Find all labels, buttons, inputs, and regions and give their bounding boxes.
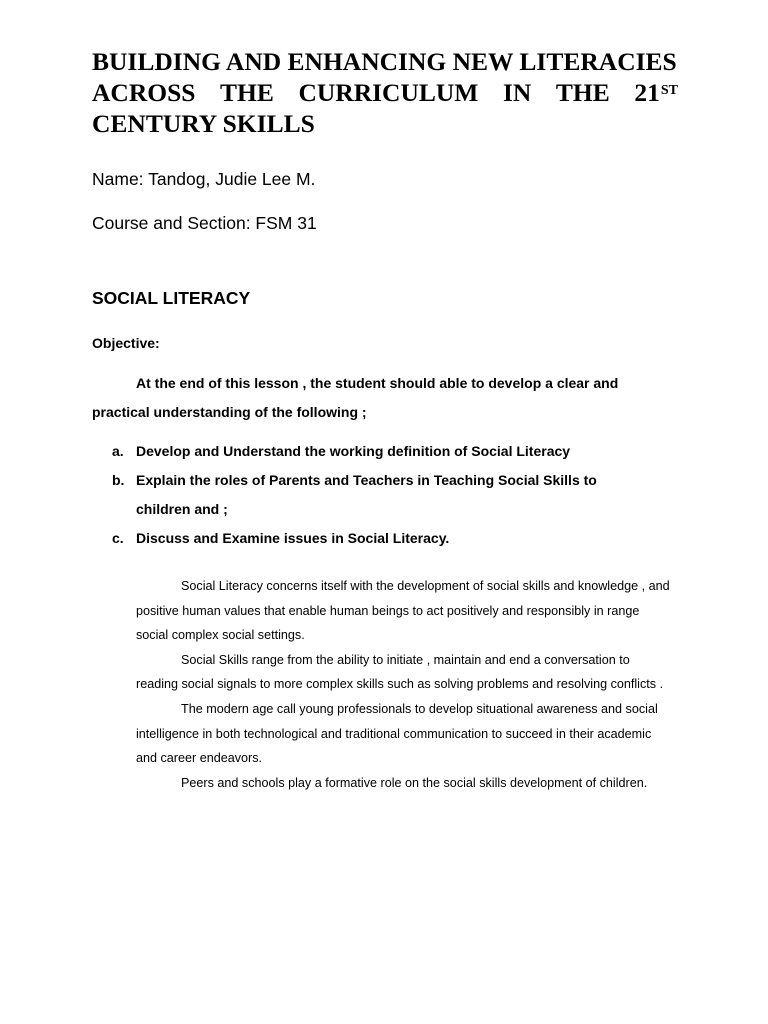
body-paragraph: The modern age call young professionals to develop situational awareness and social intelligence in both technological and traditional communication to succeed in their academic and career endeavors. [136, 701, 658, 766]
document-title [92, 46, 678, 139]
objective-marker: c. [112, 530, 124, 546]
objective-text: Explain the roles of Parents and Teachers in Teaching Social Skills to children and ; [136, 472, 597, 517]
title-word: ACROSS [92, 78, 196, 107]
objective-item [112, 466, 652, 524]
title-word: CURRICULUM [298, 78, 479, 107]
objective-marker: a. [112, 443, 124, 459]
objective-text: Discuss and Examine issues in Social Literacy. [136, 530, 450, 546]
body-text [136, 574, 672, 795]
body-paragraph: Social Literacy concerns itself with the development of social skills and knowledge , and positive human values that enable human beings to act positively and responsibly in range social complex social settings. [136, 579, 670, 643]
title-century-number [634, 77, 678, 108]
title-word: THE [220, 78, 274, 107]
section-heading: SOCIAL LITERACY [92, 288, 251, 308]
title-number: 21 [634, 78, 660, 107]
title-line-3: CENTURY SKILLS [92, 109, 315, 138]
objective-intro [92, 369, 672, 427]
student-name: Name: Tandog, Judie Lee M. [92, 169, 316, 189]
title-line-1: BUILDING AND ENHANCING NEW LITERACIES [92, 47, 677, 76]
objective-label: Objective: [92, 335, 160, 351]
body-paragraph: Social Skills range from the ability to initiate , maintain and end a conversation to reading social signals to more complex skills such as solving problems and resolving conflicts . [136, 652, 664, 692]
title-line-2 [92, 77, 678, 108]
title-superscript: ST [660, 83, 678, 98]
title-word: IN [502, 78, 532, 107]
objective-text: Develop and Understand the working definition of Social Literacy [136, 443, 571, 459]
objective-marker: b. [112, 472, 125, 488]
objectives-list [112, 437, 652, 553]
objective-item [112, 524, 652, 553]
course-section: Course and Section: FSM 31 [92, 213, 317, 233]
body-paragraph: Peers and schools play a formative role on the social skills development of children. [181, 775, 648, 790]
objective-item [112, 437, 652, 466]
title-word: THE [555, 78, 610, 107]
objective-intro-text: At the end of this lesson , the student should able to develop a clear and practical understanding of the following ; [92, 375, 619, 420]
